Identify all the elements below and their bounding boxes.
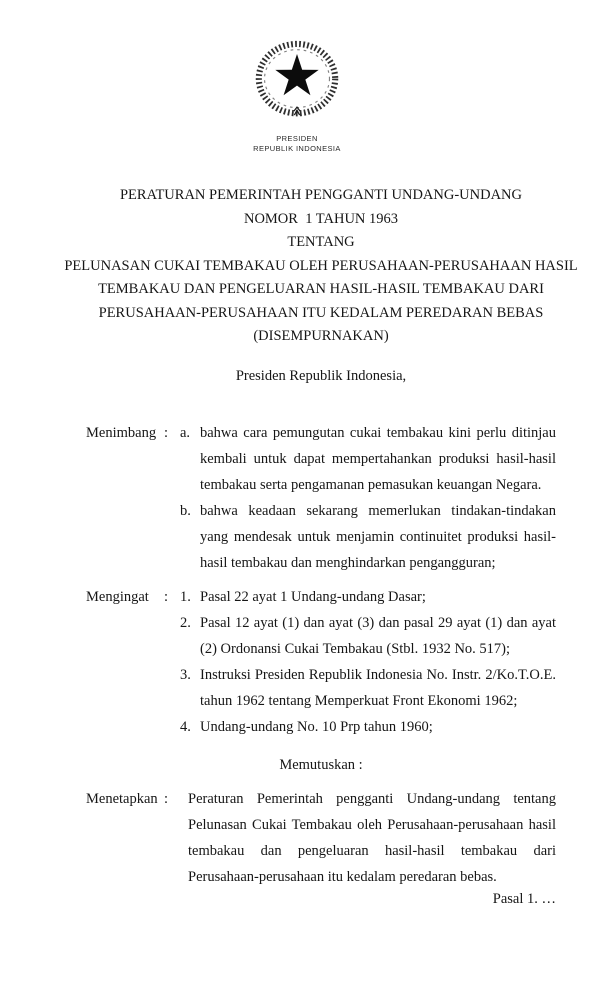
letterhead-republik-indonesia: REPUBLIK INDONESIA (253, 144, 341, 153)
title-line-1: PERATURAN PEMERINTAH PENGGANTI UNDANG-UNDANG (119, 187, 522, 203)
clause-label: Mengingat (86, 589, 149, 605)
letterhead (0, 0, 603, 154)
star-icon (275, 54, 318, 95)
clause-mengingat (86, 584, 556, 740)
clause-items (180, 420, 556, 576)
document-title (56, 184, 586, 349)
clause-label: Menimbang (86, 425, 157, 441)
title-line-tentang: TENTANG (287, 234, 355, 250)
letterhead-presiden: PRESIDEN (276, 134, 318, 143)
decision-heading: Memutuskan : (279, 757, 363, 773)
clause-menimbang (86, 420, 556, 576)
clause-items (180, 584, 556, 740)
title-line-subject-3: PERUSAHAAN-PERUSAHAAN ITU KEDALAM PEREDARAN BEBAS (98, 304, 544, 321)
item-text: Undang-undang No. 10 Prp tahun 1960; (200, 719, 433, 735)
item-text: bahwa cara pemungutan cukai tembakau kini perlu ditinjau kembali untuk dapat mempertahankan produksi hasil-hasil tembakau serta pengamanan pemasukan keuangan Negara. (200, 425, 556, 493)
list-item (180, 610, 556, 662)
clause-menetapkan (86, 786, 556, 890)
item-text: Pasal 12 ayat (1) dan ayat (3) dan pasal 29 ayat (1) dan ayat (2) Ordonansi Cukai Tembakau (Stbl. 1932 No. 517); (200, 615, 556, 657)
item-marker: a. (180, 425, 191, 441)
title-line-subject-1: PELUNASAN CUKAI TEMBAKAU OLEH PERUSAHAAN-PERUSAHAAN HASIL (64, 257, 578, 274)
item-marker: 4. (180, 719, 191, 735)
list-item (180, 714, 556, 740)
salutation: Presiden Republik Indonesia, (235, 367, 407, 384)
title-line-disempurnakan: (DISEMPURNAKAN) (253, 328, 389, 344)
item-text: Instruksi Presiden Republik Indonesia No. Instr. 2/Ko.T.O.E. tahun 1962 tentang Memperkuat Front Ekonomi 1962; (200, 667, 556, 709)
letterhead-text (0, 134, 603, 154)
title-line-subject-2: TEMBAKAU DAN PENGELUARAN HASIL-HASIL TEMBAKAU DARI (98, 281, 544, 297)
clause-colon: : (164, 790, 169, 807)
item-marker: 1. (180, 589, 191, 605)
item-text: bahwa keadaan sekarang memerlukan tindakan-tindakan yang mendesak untuk menjamin continuitet produksi hasil-hasil tembakau dan menghindarkan pengangguran; (200, 503, 556, 571)
clause-label: Menetapkan (86, 790, 158, 807)
clause-colon: : (164, 589, 169, 605)
title-line-number: NOMOR 1 TAHUN 1963 (243, 210, 399, 227)
list-item (180, 662, 556, 714)
list-item (180, 420, 556, 498)
item-marker: b. (180, 503, 191, 519)
clause-colon: : (164, 425, 169, 441)
item-marker: 3. (180, 667, 191, 683)
item-text: Pasal 22 ayat 1 Undang-undang Dasar; (200, 589, 426, 605)
list-item (180, 498, 556, 576)
item-marker: 2. (180, 615, 191, 631)
presidential-emblem-icon (253, 40, 341, 119)
enactment-text: Peraturan Pemerintah pengganti Undang-undang tentang Pelunasan Cukai Tembakau oleh Perusahaan-perusahaan hasil tembakau dan pengeluaran hasil-hasil tembakau dari Perusahaan-perusahaan itu kedalam peredaran bebas. (188, 790, 556, 885)
document-body (64, 184, 578, 911)
page-continuation-catchword: Pasal 1. … (492, 890, 556, 907)
list-item (180, 584, 556, 610)
